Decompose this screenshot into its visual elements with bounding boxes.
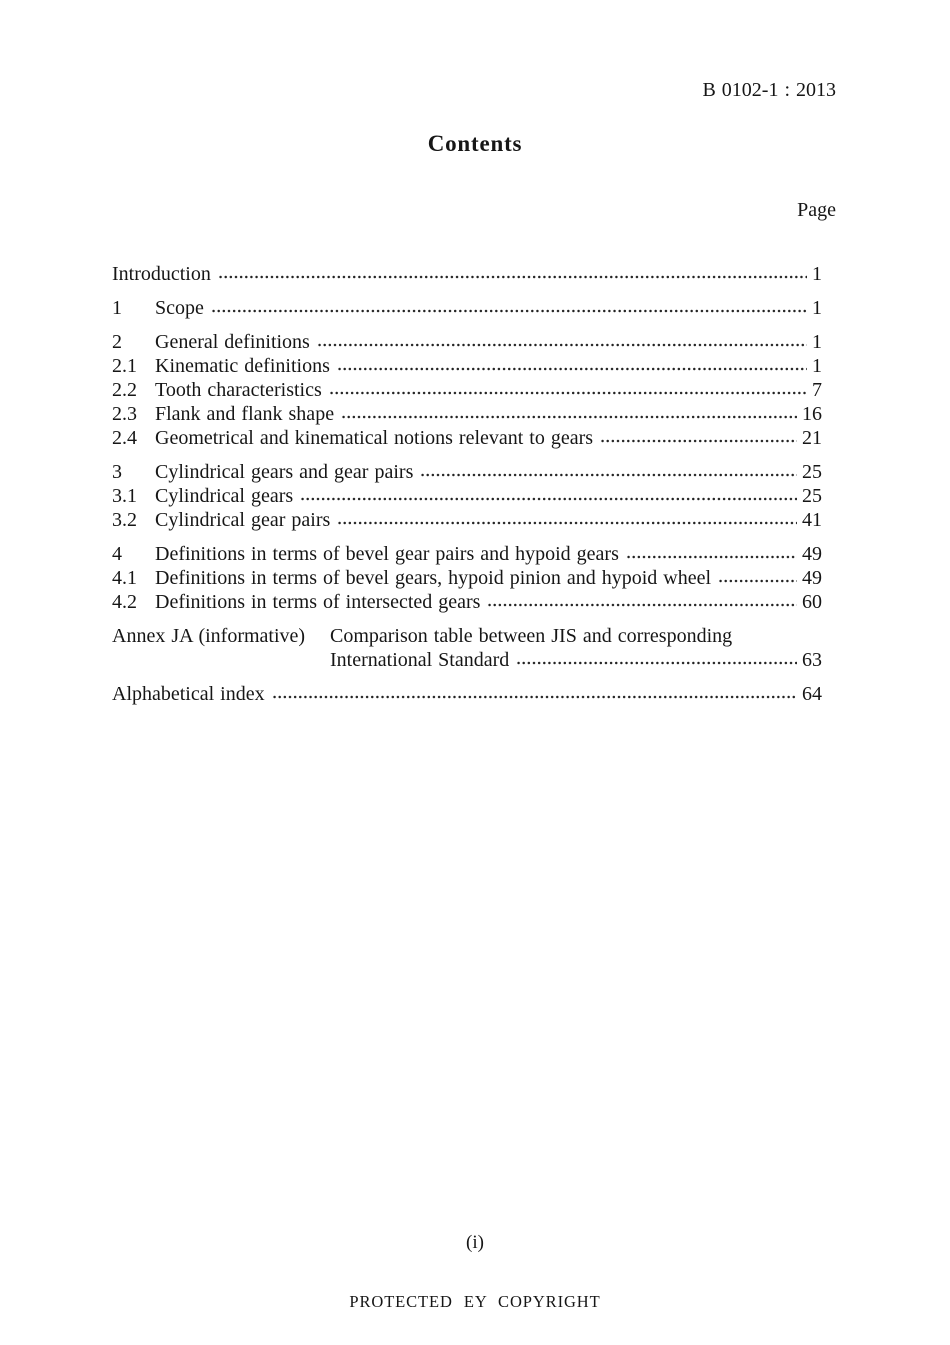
dotted-leader (516, 648, 797, 672)
toc-entry (112, 330, 822, 354)
toc-entry (112, 402, 822, 426)
table-of-contents (112, 262, 822, 706)
entry-label: Definitions in terms of bevel gear pairs and hypoid gears (155, 543, 619, 565)
toc-group (112, 460, 822, 532)
entry-label: General definitions (155, 331, 310, 353)
toc-entry (112, 426, 822, 450)
entry-page-number: 25 (802, 485, 822, 507)
entry-label: Flank and flank shape (155, 403, 335, 425)
toc-entry (112, 262, 822, 286)
entry-label: Alphabetical index (112, 683, 265, 705)
doc-number: B 0102-1 : 2013 (702, 79, 836, 101)
toc-entry (112, 542, 822, 566)
dotted-leader (329, 378, 807, 402)
toc-group (112, 682, 822, 706)
dotted-leader (337, 354, 807, 378)
toc-entry (112, 296, 822, 320)
dotted-leader (272, 682, 797, 706)
dotted-leader (600, 426, 797, 450)
dotted-leader (487, 590, 797, 614)
entry-page-number: 64 (802, 683, 822, 705)
entry-number: 2 (112, 331, 122, 353)
toc-entry (112, 354, 822, 378)
entry-number: 2.2 (112, 379, 137, 401)
entry-page-number: 49 (802, 543, 822, 565)
entry-number: 1 (112, 297, 122, 319)
entry-label: Introduction (112, 263, 211, 285)
entry-number: 2.1 (112, 355, 137, 377)
entry-label: Definitions in terms of intersected gears (155, 591, 481, 613)
toc-group (112, 542, 822, 614)
entry-label: Cylindrical gears (155, 485, 294, 507)
annex-designation: Annex JA (informative) (112, 625, 306, 647)
page-title: Contents (427, 131, 523, 156)
entry-page-number: 1 (812, 355, 822, 377)
toc-group (112, 262, 822, 286)
toc-entry (112, 378, 822, 402)
entry-number: 3.2 (112, 509, 137, 531)
entry-label: Cylindrical gears and gear pairs (155, 461, 414, 483)
page-column-label: Page (797, 199, 836, 221)
toc-group (112, 624, 822, 672)
dotted-leader (317, 330, 807, 354)
dotted-leader (420, 460, 797, 484)
dotted-leader (626, 542, 797, 566)
entry-page-number: 1 (812, 263, 822, 285)
entry-number: 2.4 (112, 427, 137, 449)
entry-label: Geometrical and kinematical notions relevant to gears (155, 427, 594, 449)
entry-page-number: 63 (802, 649, 822, 671)
toc-entry (112, 590, 822, 614)
toc-entry (112, 624, 822, 648)
entry-page-number: 41 (802, 509, 822, 531)
dotted-leader (337, 508, 797, 532)
entry-page-number: 60 (802, 591, 822, 613)
toc-entry (112, 566, 822, 590)
entry-label: Tooth characteristics (155, 379, 322, 401)
dotted-leader (341, 402, 797, 426)
entry-number: 2.3 (112, 403, 137, 425)
entry-number: 4.1 (112, 567, 137, 589)
toc-entry (112, 648, 822, 672)
toc-entry (112, 682, 822, 706)
page-indicator: (i) (466, 1232, 484, 1253)
entry-label: Comparison table between JIS and corresponding (330, 625, 733, 647)
entry-number: 4.2 (112, 591, 137, 613)
entry-page-number: 21 (802, 427, 822, 449)
toc-group (112, 330, 822, 450)
entry-page-number: 7 (812, 379, 822, 401)
entry-label: Kinematic definitions (155, 355, 330, 377)
toc-entry (112, 460, 822, 484)
entry-number: 3.1 (112, 485, 137, 507)
toc-group (112, 296, 822, 320)
entry-label: Cylindrical gear pairs (155, 509, 331, 531)
dotted-leader (718, 566, 797, 590)
entry-page-number: 1 (812, 331, 822, 353)
entry-page-number: 16 (802, 403, 822, 425)
entry-label: Scope (155, 297, 204, 319)
dotted-leader (218, 262, 807, 286)
dotted-leader (211, 296, 807, 320)
entry-label: Definitions in terms of bevel gears, hypoid pinion and hypoid wheel (155, 567, 712, 589)
copyright-notice: PROTECTED EY COPYRIGHT (349, 1292, 601, 1311)
toc-entry (112, 484, 822, 508)
toc-entry (112, 508, 822, 532)
entry-page-number: 25 (802, 461, 822, 483)
entry-number: 4 (112, 543, 122, 565)
dotted-leader (300, 484, 797, 508)
entry-label: International Standard (330, 649, 510, 671)
entry-number: 3 (112, 461, 122, 483)
entry-page-number: 1 (812, 297, 822, 319)
entry-page-number: 49 (802, 567, 822, 589)
